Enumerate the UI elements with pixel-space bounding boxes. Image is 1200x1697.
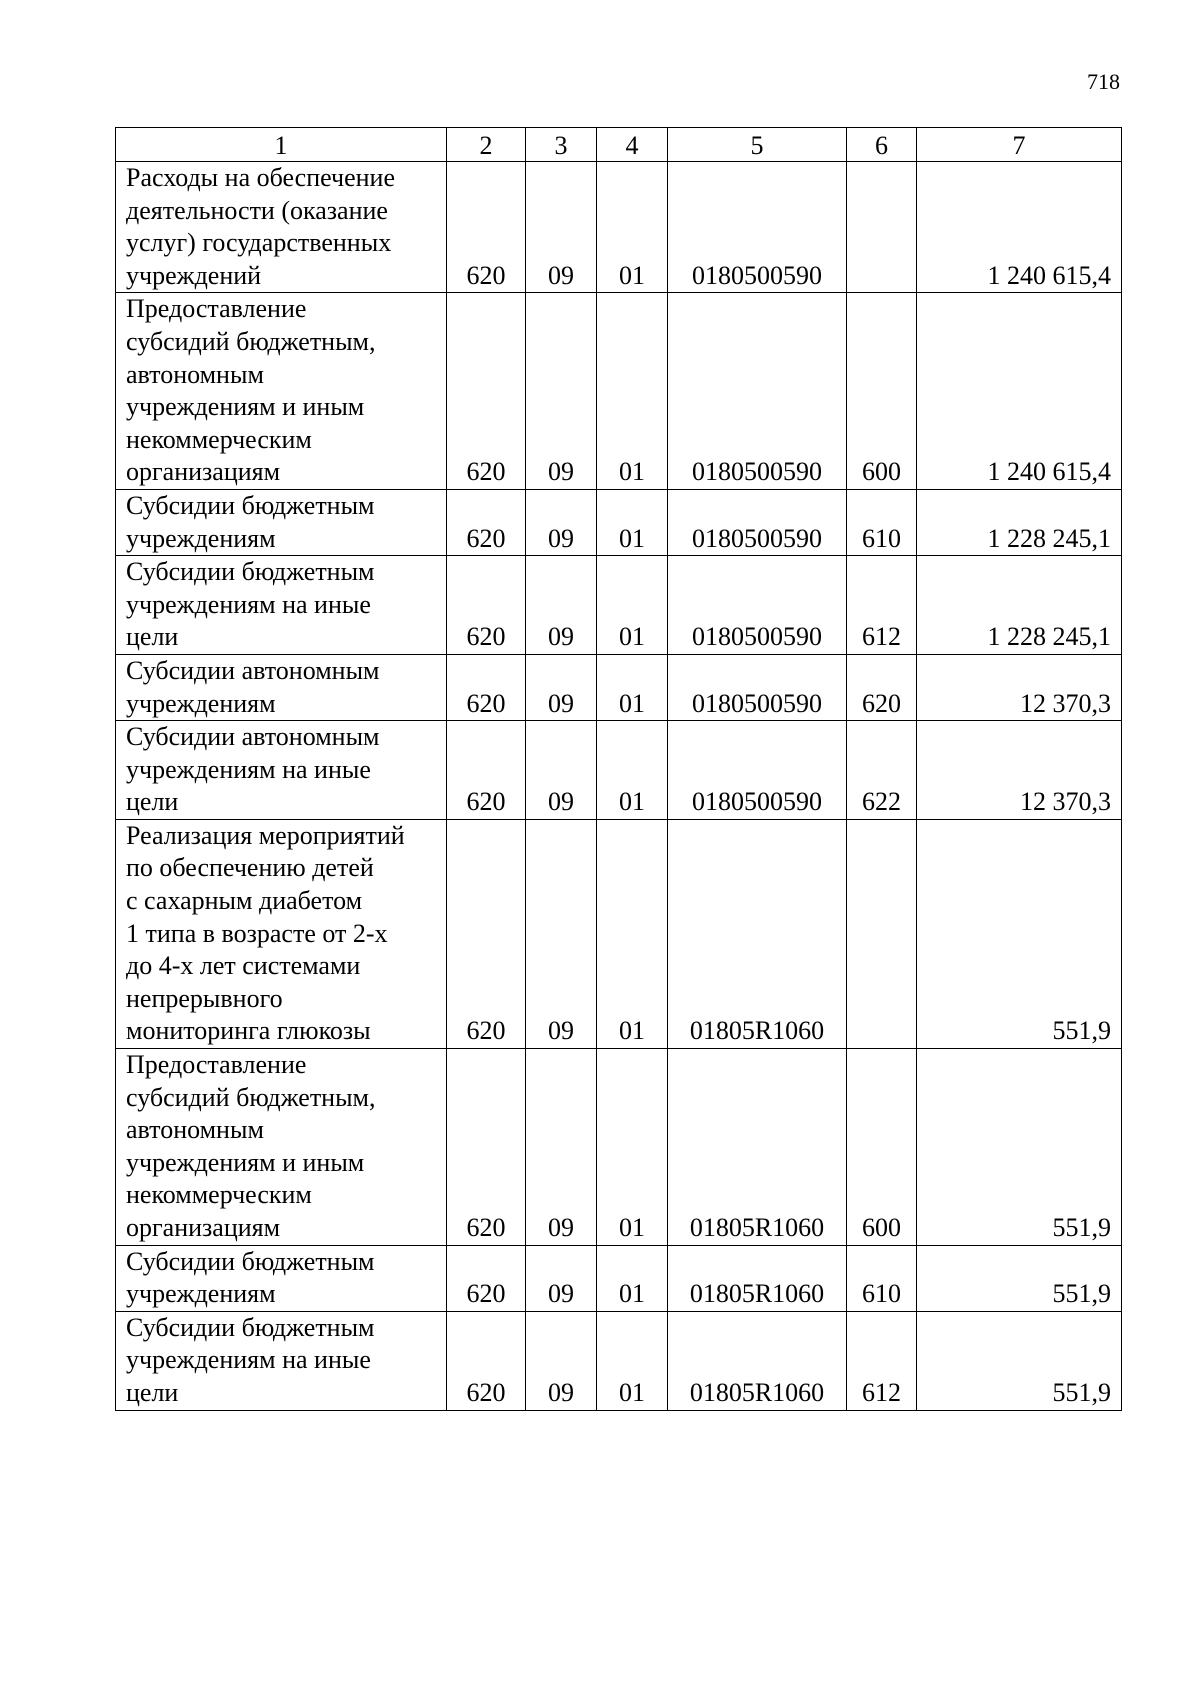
cell-subsection: 01 [597, 654, 668, 720]
cell-subsection: 01 [597, 1311, 668, 1410]
cell-name [116, 162, 447, 293]
cell-gr: 620 [447, 1049, 526, 1246]
cell-target-article: 0180500590 [668, 162, 847, 293]
cell-subsection: 01 [597, 489, 668, 555]
cell-name-line: учреждениям [126, 688, 276, 718]
cell-amount: 1 228 245,1 [917, 556, 1122, 655]
table-row [116, 1311, 1122, 1410]
cell-amount: 551,9 [917, 1245, 1122, 1311]
column-header: 2 [447, 128, 526, 162]
cell-name-line: с сахарным диабетом [126, 886, 363, 916]
cell-target-article: 0180500590 [668, 654, 847, 720]
table-row [116, 721, 1122, 820]
cell-gr: 620 [447, 1311, 526, 1410]
table-row [116, 489, 1122, 555]
cell-target-article: 0180500590 [668, 721, 847, 820]
cell-name-line: цели [126, 622, 179, 652]
table-row [116, 162, 1122, 293]
table-header-row [116, 128, 1122, 162]
cell-name-line: учреждениям и иным [126, 1147, 365, 1177]
cell-target-article: 0180500590 [668, 556, 847, 655]
cell-expense-type: 612 [847, 1311, 917, 1410]
cell-section: 09 [526, 1311, 597, 1410]
cell-target-article: 0180500590 [668, 293, 847, 490]
cell-name [116, 1049, 447, 1246]
cell-gr: 620 [447, 489, 526, 555]
cell-amount: 551,9 [917, 1049, 1122, 1246]
cell-name-line: непрерывного [126, 983, 283, 1013]
column-header: 3 [526, 128, 597, 162]
cell-name-line: услуг) государственных [126, 228, 392, 258]
cell-section: 09 [526, 1049, 597, 1246]
cell-gr: 620 [447, 162, 526, 293]
cell-name-line: организациям [126, 457, 281, 487]
cell-name-line: учреждениям [126, 1279, 276, 1309]
cell-gr: 620 [447, 556, 526, 655]
cell-gr: 620 [447, 721, 526, 820]
cell-name-line: некоммерческим [126, 424, 312, 454]
cell-name-line: Субсидии автономным [126, 655, 380, 685]
cell-target-article: 0180500590 [668, 489, 847, 555]
cell-expense-type: 620 [847, 654, 917, 720]
cell-name-line: субсидий бюджетным, [126, 1082, 376, 1112]
cell-gr: 620 [447, 654, 526, 720]
cell-subsection: 01 [597, 819, 668, 1048]
cell-amount: 12 370,3 [917, 654, 1122, 720]
cell-amount: 1 240 615,4 [917, 293, 1122, 490]
budget-table [115, 127, 1122, 1411]
cell-subsection: 01 [597, 293, 668, 490]
cell-name-line: цели [126, 787, 179, 817]
table-row [116, 819, 1122, 1048]
cell-name-line: субсидий бюджетным, [126, 326, 376, 356]
cell-section: 09 [526, 489, 597, 555]
column-header: 1 [116, 128, 447, 162]
cell-name-line: по обеспечению детей [126, 853, 374, 883]
cell-name-line: организациям [126, 1213, 281, 1242]
cell-target-article: 01805R1060 [668, 1049, 847, 1246]
cell-name-line: 1 типа в возрасте от 2-х [126, 918, 388, 948]
table-row [116, 293, 1122, 490]
cell-expense-type [847, 162, 917, 293]
cell-subsection: 01 [597, 1245, 668, 1311]
cell-name-line: автономным [126, 359, 264, 389]
cell-name-line: до 4-х лет системами [126, 951, 361, 981]
cell-expense-type: 610 [847, 1245, 917, 1311]
cell-amount: 551,9 [917, 819, 1122, 1048]
cell-name-line: Расходы на обеспечение [126, 163, 396, 192]
cell-name-line: Субсидии бюджетным [126, 490, 375, 520]
table-body [116, 162, 1122, 1411]
cell-name-line: учреждениям на иные [126, 589, 371, 619]
cell-section: 09 [526, 162, 597, 293]
cell-name-line: Реализация мероприятий [126, 820, 405, 850]
cell-name [116, 293, 447, 490]
cell-expense-type: 612 [847, 556, 917, 655]
cell-name-line: Предоставление [126, 294, 307, 324]
cell-section: 09 [526, 654, 597, 720]
cell-name-line: Субсидии автономным [126, 722, 380, 752]
cell-name-line: учреждениям на иные [126, 1345, 371, 1375]
cell-expense-type: 600 [847, 293, 917, 490]
cell-name [116, 1311, 447, 1410]
cell-amount: 12 370,3 [917, 721, 1122, 820]
cell-target-article: 01805R1060 [668, 1245, 847, 1311]
cell-name [116, 819, 447, 1048]
cell-section: 09 [526, 819, 597, 1048]
table-row [116, 1245, 1122, 1311]
cell-name-line: учреждениям на иные [126, 754, 371, 784]
cell-target-article: 01805R1060 [668, 1311, 847, 1410]
cell-expense-type: 622 [847, 721, 917, 820]
cell-name-line: учреждений [126, 260, 262, 290]
cell-name-line: автономным [126, 1115, 264, 1145]
cell-name-line: Предоставление [126, 1050, 307, 1080]
cell-subsection: 01 [597, 162, 668, 293]
cell-name-line: Субсидии бюджетным [126, 1312, 375, 1342]
cell-name-line: цели [126, 1377, 179, 1407]
cell-gr: 620 [447, 293, 526, 490]
table-row [116, 1049, 1122, 1246]
cell-amount: 1 228 245,1 [917, 489, 1122, 555]
cell-name-line: учреждениям [126, 523, 276, 553]
cell-subsection: 01 [597, 556, 668, 655]
cell-gr: 620 [447, 1245, 526, 1311]
cell-name-line: деятельности (оказание [126, 195, 388, 225]
table-row [116, 556, 1122, 655]
cell-target-article: 01805R1060 [668, 819, 847, 1048]
table-row [116, 654, 1122, 720]
column-header: 4 [597, 128, 668, 162]
cell-name [116, 654, 447, 720]
page-number: 718 [1087, 69, 1120, 94]
cell-gr: 620 [447, 819, 526, 1048]
cell-expense-type: 600 [847, 1049, 917, 1246]
cell-name-line: мониторинга глюкозы [126, 1016, 371, 1046]
cell-name [116, 489, 447, 555]
cell-name [116, 556, 447, 655]
cell-section: 09 [526, 293, 597, 490]
cell-section: 09 [526, 721, 597, 820]
cell-amount: 551,9 [917, 1311, 1122, 1410]
cell-subsection: 01 [597, 1049, 668, 1246]
cell-section: 09 [526, 1245, 597, 1311]
column-header: 5 [668, 128, 847, 162]
cell-name-line: Субсидии бюджетным [126, 1246, 375, 1276]
cell-name-line: некоммерческим [126, 1180, 312, 1210]
cell-name [116, 721, 447, 820]
cell-name [116, 1245, 447, 1311]
cell-name-line: учреждениям и иным [126, 392, 365, 422]
column-header: 7 [917, 128, 1122, 162]
cell-subsection: 01 [597, 721, 668, 820]
cell-amount: 1 240 615,4 [917, 162, 1122, 293]
column-header: 6 [847, 128, 917, 162]
cell-expense-type: 610 [847, 489, 917, 555]
cell-expense-type [847, 819, 917, 1048]
cell-name-line: Субсидии бюджетным [126, 557, 375, 587]
cell-section: 09 [526, 556, 597, 655]
